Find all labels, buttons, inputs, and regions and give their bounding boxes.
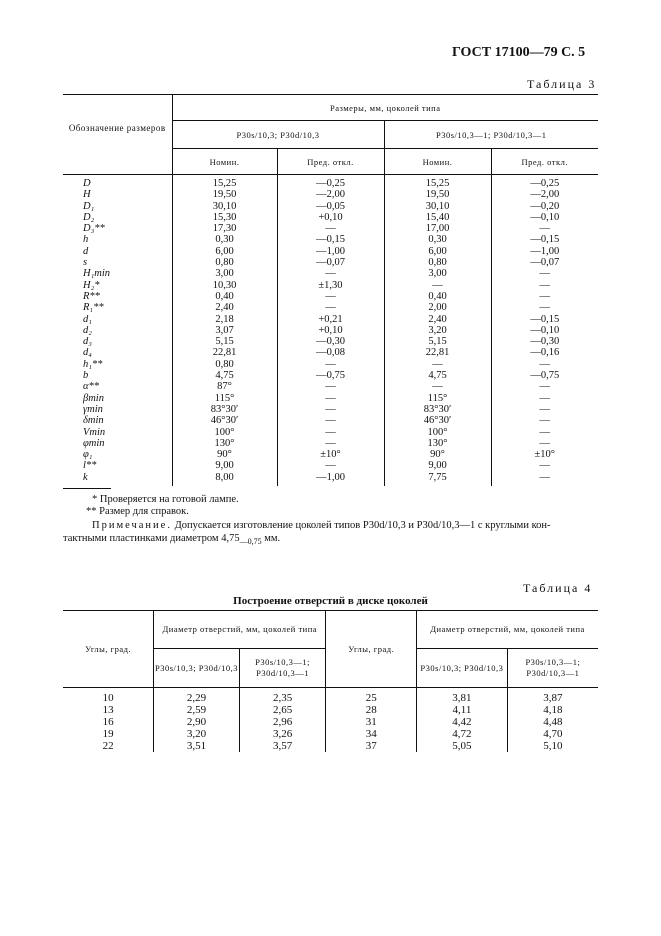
diameter-value: 3,20: [154, 728, 240, 740]
cell-value: 3,07: [172, 325, 277, 336]
dimension-symbol: φmin: [83, 437, 105, 449]
cell-value: —0,10: [491, 325, 598, 336]
dimension-symbol: l**: [83, 460, 97, 472]
table-row: [63, 246, 598, 257]
cell-value: —: [491, 460, 598, 471]
dimension-symbol: k: [83, 471, 88, 483]
note-text-a: Допускается изготовление цоколей типов P30d/10,3 и P30d/10,3—1 с круглыми кон-: [171, 520, 551, 531]
cell-value: 8,00: [172, 472, 277, 486]
cell-value: 46°30′: [172, 415, 277, 426]
cell-value: —: [277, 460, 384, 471]
sizes-group-header: Размеры, мм, цоколей типа: [172, 95, 598, 121]
dimension-symbol: βmin: [83, 392, 104, 404]
diameter-value: 2,65: [239, 704, 326, 716]
diameter-value: 2,59: [154, 704, 240, 716]
tol-header-1: Пред. откл.: [277, 149, 384, 175]
cell-value: 0,30: [172, 234, 277, 245]
diameter-value: 2,90: [154, 716, 240, 728]
table-row: [63, 460, 598, 471]
nom-header-2: Номин.: [384, 149, 491, 175]
cell-value: —: [491, 381, 598, 392]
cell-value: 0,80: [172, 257, 277, 268]
diam-header-1: Диаметр отверстий, мм, цоколей типа: [154, 611, 326, 649]
cell-value: 9,00: [172, 460, 277, 471]
dimension-symbol: H₁min: [83, 268, 110, 280]
cell-value: —: [277, 438, 384, 449]
dimension-symbol: R**: [83, 290, 100, 302]
table-row: [63, 472, 598, 486]
cell-value: 2,40: [384, 314, 491, 325]
cell-value: —0,30: [491, 336, 598, 347]
cell-value: —0,07: [491, 257, 598, 268]
cell-value: —: [491, 438, 598, 449]
cell-value: —: [277, 268, 384, 279]
diameter-value: 2,35: [239, 688, 326, 705]
t4-type1-a: P30s/10,3; P30d/10,3: [154, 649, 240, 688]
cell-value: 2,40: [172, 302, 277, 313]
cell-value: —0,15: [277, 234, 384, 245]
cell-value: —0,20: [491, 201, 598, 212]
footnote-2: ** Размер для справок.: [86, 506, 189, 517]
dimension-symbol: d₃: [83, 336, 92, 348]
dimension-symbol: D: [83, 178, 91, 189]
cell-value: 22,81: [172, 347, 277, 358]
cell-value: 15,25: [172, 175, 277, 190]
cell-value: 0,30: [384, 234, 491, 245]
cell-value: —: [277, 359, 384, 370]
table4-title: Построение отверстий в диске цоколей: [233, 595, 428, 607]
angle-value: 31: [326, 716, 417, 728]
table-row: [63, 280, 598, 291]
cell-value: —0,75: [491, 370, 598, 381]
cell-value: —0,08: [277, 347, 384, 358]
table-row: [63, 359, 598, 370]
cell-value: 115°: [384, 393, 491, 404]
cell-value: 0,80: [172, 359, 277, 370]
diameter-value: 4,48: [507, 716, 598, 728]
dimension-symbol: H: [83, 189, 91, 201]
cell-value: 5,15: [172, 336, 277, 347]
t4-type1-b: P30s/10,3; P30d/10,3: [417, 649, 508, 688]
dimension-symbol: s: [83, 257, 88, 269]
cell-value: —: [277, 404, 384, 415]
table-row: [63, 728, 598, 740]
cell-value: —: [491, 393, 598, 404]
cell-value: 6,00: [384, 246, 491, 257]
cell-value: 7,75: [384, 472, 491, 486]
cell-value: —: [491, 415, 598, 426]
table-row: [63, 175, 598, 190]
type1-header: P30s/10,3; P30d/10,3: [172, 121, 384, 149]
designation-header: Обозначение размеров: [63, 95, 172, 175]
cell-value: —0,75: [277, 370, 384, 381]
dimension-symbol: d: [83, 245, 89, 257]
table-row: [63, 438, 598, 449]
angle-value: 10: [102, 692, 114, 704]
table-row: [63, 223, 598, 234]
cell-value: 130°: [384, 438, 491, 449]
cell-value: ±10°: [491, 449, 598, 460]
angle-value: 22: [102, 740, 114, 752]
cell-value: —0,25: [491, 175, 598, 190]
diameter-value: 3,87: [507, 688, 598, 705]
cell-value: +0,21: [277, 314, 384, 325]
cell-value: 0,40: [172, 291, 277, 302]
diameter-value: 5,05: [417, 740, 508, 752]
table-row: [63, 189, 598, 200]
cell-value: 9,00: [384, 460, 491, 471]
diameter-value: 3,81: [417, 688, 508, 705]
t4-type2-a: P30s/10,3—1; P30d/10,3—1: [239, 649, 326, 688]
cell-value: 83°30′: [172, 404, 277, 415]
cell-value: 22,81: [384, 347, 491, 358]
cell-value: —: [277, 427, 384, 438]
cell-value: 2,00: [384, 302, 491, 313]
table-row: [63, 314, 598, 325]
cell-value: 17,00: [384, 223, 491, 234]
diameter-value: 5,10: [507, 740, 598, 752]
cell-value: —: [491, 359, 598, 370]
cell-value: —2,00: [277, 189, 384, 200]
dimension-symbol: H₂*: [83, 279, 100, 291]
cell-value: —0,25: [277, 175, 384, 190]
table3-note: [92, 519, 598, 532]
dimension-symbol: h: [83, 234, 89, 246]
cell-value: 100°: [384, 427, 491, 438]
table-row: [63, 268, 598, 279]
diam-header-2: Диаметр отверстий, мм, цоколей типа: [417, 611, 598, 649]
table-row: [63, 257, 598, 268]
cell-value: 6,00: [172, 246, 277, 257]
cell-value: 90°: [384, 449, 491, 460]
diameter-value: 2,29: [154, 688, 240, 705]
cell-value: 130°: [172, 438, 277, 449]
angles-header-1: Углы, град.: [63, 611, 154, 688]
dimension-symbol: R₁**: [83, 302, 104, 314]
note-sub: —0,75: [239, 537, 262, 547]
diameter-value: 3,51: [154, 740, 240, 752]
cell-value: 3,00: [384, 268, 491, 279]
cell-value: —: [277, 223, 384, 234]
table-row: [63, 740, 598, 752]
cell-value: 30,10: [172, 201, 277, 212]
dimension-symbol: D₃**: [83, 223, 105, 235]
dimension-symbol: γmin: [83, 403, 103, 415]
note-text-b: тактными пластинками диаметром 4,75: [63, 533, 240, 544]
nom-header-1: Номин.: [172, 149, 277, 175]
cell-value: 4,75: [384, 370, 491, 381]
table-row: [63, 291, 598, 302]
table-row: [63, 393, 598, 404]
cell-value: —: [384, 381, 491, 392]
cell-value: —: [491, 291, 598, 302]
cell-value: 15,40: [384, 212, 491, 223]
cell-value: 15,25: [384, 175, 491, 190]
footnote-1: * Проверяется на готовой лампе.: [92, 494, 239, 505]
page-header: ГОСТ 17100—79 С. 5: [452, 45, 586, 60]
cell-value: 3,20: [384, 325, 491, 336]
table-row: [63, 336, 598, 347]
cell-value: 2,18: [172, 314, 277, 325]
note-label: Примечание.: [92, 520, 172, 531]
angle-value: 16: [102, 716, 114, 728]
cell-value: 4,75: [172, 370, 277, 381]
table-row: [63, 212, 598, 223]
type2-header: P30s/10,3—1; P30d/10,3—1: [384, 121, 598, 149]
table-row: [63, 302, 598, 313]
diameter-value: 3,26: [239, 728, 326, 740]
cell-value: 15,30: [172, 212, 277, 223]
table-row: [63, 234, 598, 245]
cell-value: 5,15: [384, 336, 491, 347]
cell-value: 115°: [172, 393, 277, 404]
diameter-value: 4,70: [507, 728, 598, 740]
cell-value: —1,00: [277, 472, 384, 486]
cell-value: —0,10: [491, 212, 598, 223]
cell-value: —: [277, 291, 384, 302]
table-row: [63, 716, 598, 728]
table-row: [63, 325, 598, 336]
cell-value: —: [384, 280, 491, 291]
table-row: [63, 370, 598, 381]
table-4: [63, 610, 598, 752]
cell-value: 100°: [172, 427, 277, 438]
cell-value: 0,40: [384, 291, 491, 302]
t4-type2-b: P30s/10,3—1; P30d/10,3—1: [507, 649, 598, 688]
angle-value: 13: [102, 704, 114, 716]
dimension-symbol: δmin: [83, 415, 104, 427]
table-3: [63, 94, 598, 486]
table3-note-cont: [63, 532, 280, 548]
cell-value: —: [491, 427, 598, 438]
angles-header-2: Углы, град.: [326, 611, 417, 688]
table-row: [63, 688, 598, 705]
cell-value: 10,30: [172, 280, 277, 291]
dimension-symbol: Vmin: [83, 426, 106, 438]
table-row: [63, 449, 598, 460]
dimension-symbol: D₂: [83, 211, 95, 223]
cell-value: 0,80: [384, 257, 491, 268]
diameter-value: 2,96: [239, 716, 326, 728]
cell-value: —: [384, 359, 491, 370]
cell-value: —1,00: [491, 246, 598, 257]
diameter-value: 4,11: [417, 704, 508, 716]
cell-value: —2,00: [491, 189, 598, 200]
cell-value: —: [277, 415, 384, 426]
angle-value: 34: [326, 728, 417, 740]
dimension-symbol: d₄: [83, 347, 92, 359]
table-row: [63, 415, 598, 426]
cell-value: 90°: [172, 449, 277, 460]
cell-value: ±1,30: [277, 280, 384, 291]
angle-value: 19: [102, 728, 114, 740]
footnote-rule: [63, 488, 111, 489]
diameter-value: 4,18: [507, 704, 598, 716]
cell-value: 46°30′: [384, 415, 491, 426]
table-row: [63, 704, 598, 716]
cell-value: 19,50: [384, 189, 491, 200]
cell-value: —0,15: [491, 234, 598, 245]
cell-value: 83°30′: [384, 404, 491, 415]
dimension-symbol: d₁: [83, 313, 92, 325]
cell-value: —: [277, 302, 384, 313]
table4-caption: Таблица 4: [523, 581, 593, 595]
cell-value: 87°: [172, 381, 277, 392]
cell-value: —: [491, 280, 598, 291]
dimension-symbol: b: [83, 370, 89, 382]
table-row: [63, 404, 598, 415]
angle-value: 28: [326, 704, 417, 716]
cell-value: —: [491, 302, 598, 313]
dimension-symbol: h₁**: [83, 358, 103, 370]
cell-value: —: [491, 268, 598, 279]
cell-value: 3,00: [172, 268, 277, 279]
angle-value: 25: [326, 688, 417, 705]
table-row: [63, 427, 598, 438]
cell-value: —: [491, 472, 598, 486]
table3-caption: Таблица 3: [527, 77, 597, 91]
dimension-symbol: d₂: [83, 324, 92, 336]
dimension-symbol: φ₁: [83, 449, 93, 461]
cell-value: —0,30: [277, 336, 384, 347]
dimension-symbol: D₁: [83, 200, 95, 212]
cell-value: +0,10: [277, 212, 384, 223]
cell-value: 17,30: [172, 223, 277, 234]
cell-value: —: [277, 381, 384, 392]
cell-value: 19,50: [172, 189, 277, 200]
diameter-value: 4,72: [417, 728, 508, 740]
angle-value: 37: [326, 740, 417, 752]
table-row: [63, 381, 598, 392]
diameter-value: 4,42: [417, 716, 508, 728]
cell-value: —1,00: [277, 246, 384, 257]
cell-value: —0,15: [491, 314, 598, 325]
cell-value: —0,16: [491, 347, 598, 358]
cell-value: 30,10: [384, 201, 491, 212]
table-row: [63, 201, 598, 212]
cell-value: —0,05: [277, 201, 384, 212]
cell-value: —: [277, 393, 384, 404]
note-text-c: мм.: [261, 533, 281, 544]
tol-header-2: Пред. откл.: [491, 149, 598, 175]
dimension-symbol: α**: [83, 381, 100, 393]
table-row: [63, 347, 598, 358]
diameter-value: 3,57: [239, 740, 326, 752]
cell-value: ±10°: [277, 449, 384, 460]
cell-value: —0,07: [277, 257, 384, 268]
cell-value: +0,10: [277, 325, 384, 336]
cell-value: —: [491, 404, 598, 415]
cell-value: —: [491, 223, 598, 234]
